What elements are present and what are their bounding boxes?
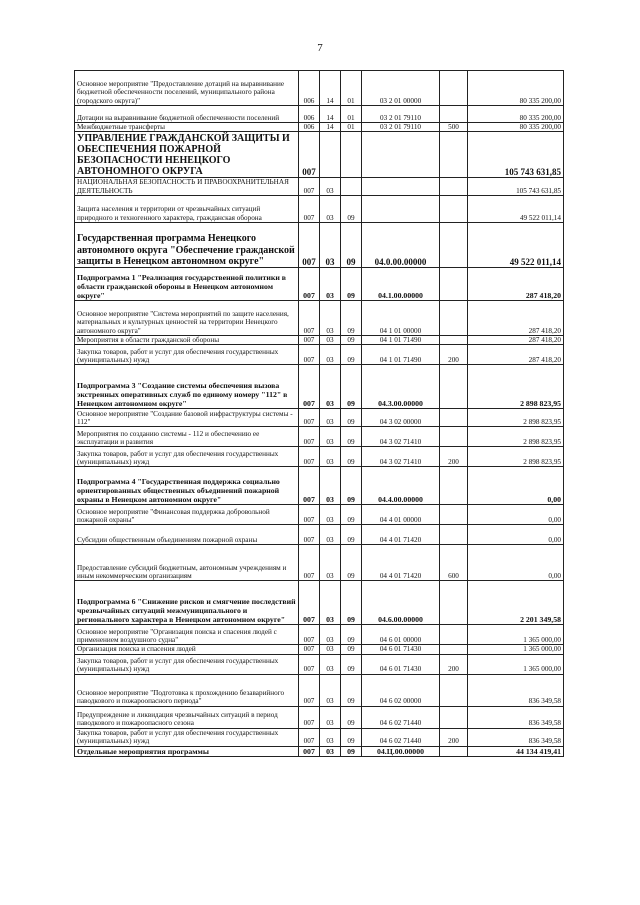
grbs-cell: 007 bbox=[299, 746, 320, 756]
amount-cell: 80 335 200,00 bbox=[468, 106, 564, 123]
expense-type-cell: 200 bbox=[440, 728, 468, 746]
section-cell: 03 bbox=[320, 505, 341, 525]
target-article-cell: 04 6 01 71430 bbox=[362, 654, 440, 674]
section-cell: 03 bbox=[320, 545, 341, 581]
subsection-cell: 09 bbox=[341, 223, 362, 268]
target-article-cell: 03 2 01 79110 bbox=[362, 106, 440, 123]
table-row bbox=[75, 365, 564, 409]
table-row bbox=[75, 178, 564, 196]
amount-cell: 836 349,58 bbox=[468, 728, 564, 746]
table-row bbox=[75, 625, 564, 645]
expense-type-cell bbox=[440, 71, 468, 106]
table-row bbox=[75, 223, 564, 268]
subsection-cell: 09 bbox=[341, 447, 362, 467]
section-cell: 03 bbox=[320, 746, 341, 756]
amount-cell: 80 335 200,00 bbox=[468, 71, 564, 106]
target-article-cell: 04 1 01 00000 bbox=[362, 301, 440, 336]
subsection-cell: 09 bbox=[341, 746, 362, 756]
amount-cell: 2 201 349,58 bbox=[468, 581, 564, 625]
amount-cell: 287 418,20 bbox=[468, 301, 564, 336]
table-row bbox=[75, 467, 564, 505]
subsection-cell: 09 bbox=[341, 525, 362, 545]
section-cell: 03 bbox=[320, 447, 341, 467]
target-article-cell: 04 3 02 00000 bbox=[362, 409, 440, 427]
row-name-cell: Организация поиска и спасения людей bbox=[75, 645, 299, 654]
row-name-cell: Закупка товаров, работ и услуг для обеспечения государственных (муниципальных) нужд bbox=[75, 654, 299, 674]
row-name-cell: Подпрограмма 1 "Реализация государственной политики в области гражданской обороны в Ненецком автономном округе" bbox=[75, 268, 299, 301]
target-article-cell: 04 4 01 00000 bbox=[362, 505, 440, 525]
target-article-cell: 04.3.00.00000 bbox=[362, 365, 440, 409]
section-cell: 03 bbox=[320, 196, 341, 223]
subsection-cell: 09 bbox=[341, 409, 362, 427]
table-row bbox=[75, 525, 564, 545]
subsection-cell: 01 bbox=[341, 123, 362, 132]
target-article-cell: 04 3 02 71410 bbox=[362, 447, 440, 467]
target-article-cell: 04.4.00.00000 bbox=[362, 467, 440, 505]
amount-cell: 2 898 823,95 bbox=[468, 409, 564, 427]
subsection-cell: 09 bbox=[341, 581, 362, 625]
grbs-cell: 006 bbox=[299, 123, 320, 132]
amount-cell: 105 743 631,85 bbox=[468, 178, 564, 196]
subsection-cell: 09 bbox=[341, 196, 362, 223]
target-article-cell: 04 6 02 00000 bbox=[362, 674, 440, 706]
expense-type-cell: 500 bbox=[440, 123, 468, 132]
row-name-cell: Закупка товаров, работ и услуг для обеспечения государственных (муниципальных) нужд bbox=[75, 447, 299, 467]
table-row bbox=[75, 123, 564, 132]
grbs-cell: 007 bbox=[299, 545, 320, 581]
subsection-cell: 09 bbox=[341, 625, 362, 645]
row-name-cell: Основное мероприятие "Создание базовой инфраструктуры системы - 112" bbox=[75, 409, 299, 427]
expense-type-cell bbox=[440, 706, 468, 728]
subsection-cell: 09 bbox=[341, 336, 362, 345]
amount-cell: 287 418,20 bbox=[468, 345, 564, 365]
amount-cell: 1 365 000,00 bbox=[468, 654, 564, 674]
section-cell: 03 bbox=[320, 728, 341, 746]
grbs-cell: 007 bbox=[299, 301, 320, 336]
table-row bbox=[75, 746, 564, 756]
section-cell: 03 bbox=[320, 706, 341, 728]
target-article-cell: 03 2 01 79110 bbox=[362, 123, 440, 132]
table-row bbox=[75, 71, 564, 106]
row-name-cell: НАЦИОНАЛЬНАЯ БЕЗОПАСНОСТЬ И ПРАВООХРАНИТЕЛЬНАЯ ДЕЯТЕЛЬНОСТЬ bbox=[75, 178, 299, 196]
table-row bbox=[75, 505, 564, 525]
target-article-cell: 03 2 01 00000 bbox=[362, 71, 440, 106]
target-article-cell bbox=[362, 132, 440, 178]
subsection-cell: 09 bbox=[341, 268, 362, 301]
section-cell: 14 bbox=[320, 106, 341, 123]
subsection-cell: 09 bbox=[341, 505, 362, 525]
section-cell: 03 bbox=[320, 654, 341, 674]
section-cell: 03 bbox=[320, 301, 341, 336]
target-article-cell: 04 3 02 71410 bbox=[362, 427, 440, 447]
grbs-cell: 007 bbox=[299, 625, 320, 645]
table-row bbox=[75, 545, 564, 581]
section-cell: 03 bbox=[320, 625, 341, 645]
grbs-cell: 007 bbox=[299, 581, 320, 625]
grbs-cell: 007 bbox=[299, 365, 320, 409]
target-article-cell: 04 6 02 71440 bbox=[362, 706, 440, 728]
row-name-cell: Подпрограмма 6 "Снижение рисков и смягчение последствий чрезвычайных ситуаций межмуниципального и регионального характера в Ненецком автономном округе" bbox=[75, 581, 299, 625]
amount-cell: 0,00 bbox=[468, 505, 564, 525]
target-article-cell: 04 1 01 71490 bbox=[362, 345, 440, 365]
expense-type-cell: 600 bbox=[440, 545, 468, 581]
grbs-cell: 007 bbox=[299, 268, 320, 301]
expense-type-cell bbox=[440, 581, 468, 625]
target-article-cell bbox=[362, 178, 440, 196]
section-cell: 03 bbox=[320, 178, 341, 196]
grbs-cell: 007 bbox=[299, 645, 320, 654]
row-name-cell: Подпрограмма 3 "Создание системы обеспечения вызова экстренных оперативных служб по единому номеру "112" в Ненецком автономном округе" bbox=[75, 365, 299, 409]
amount-cell: 0,00 bbox=[468, 467, 564, 505]
expense-type-cell bbox=[440, 625, 468, 645]
grbs-cell: 007 bbox=[299, 178, 320, 196]
grbs-cell: 006 bbox=[299, 71, 320, 106]
amount-cell: 44 134 419,41 bbox=[468, 746, 564, 756]
row-name-cell: Дотации на выравнивание бюджетной обеспеченности поселений bbox=[75, 106, 299, 123]
table-row bbox=[75, 728, 564, 746]
amount-cell: 105 743 631,85 bbox=[468, 132, 564, 178]
row-name-cell: Закупка товаров, работ и услуг для обеспечения государственных (муниципальных) нужд bbox=[75, 345, 299, 365]
section-cell: 03 bbox=[320, 674, 341, 706]
subsection-cell: 01 bbox=[341, 71, 362, 106]
section-cell: 03 bbox=[320, 365, 341, 409]
amount-cell: 1 365 000,00 bbox=[468, 645, 564, 654]
subsection-cell: 09 bbox=[341, 345, 362, 365]
amount-cell: 49 522 011,14 bbox=[468, 223, 564, 268]
row-name-cell: Государственная программа Ненецкого автономного округа "Обеспечение гражданской защиты в Ненецком автономном округе" bbox=[75, 223, 299, 268]
target-article-cell: 04.Ц.00.00000 bbox=[362, 746, 440, 756]
subsection-cell bbox=[341, 132, 362, 178]
budget-table bbox=[74, 70, 564, 757]
grbs-cell: 007 bbox=[299, 505, 320, 525]
amount-cell: 49 522 011,14 bbox=[468, 196, 564, 223]
row-name-cell: Основное мероприятие "Подготовка к прохождению безаварийного паводкового и пожароопасного периода" bbox=[75, 674, 299, 706]
row-name-cell: Защита населения и территории от чрезвычайных ситуаций природного и техногенного характера, гражданская оборона bbox=[75, 196, 299, 223]
target-article-cell: 04 6 01 00000 bbox=[362, 625, 440, 645]
section-cell: 14 bbox=[320, 71, 341, 106]
subsection-cell: 09 bbox=[341, 645, 362, 654]
section-cell: 14 bbox=[320, 123, 341, 132]
target-article-cell: 04 6 02 71440 bbox=[362, 728, 440, 746]
subsection-cell: 09 bbox=[341, 545, 362, 581]
subsection-cell: 09 bbox=[341, 467, 362, 505]
grbs-cell: 007 bbox=[299, 447, 320, 467]
expense-type-cell bbox=[440, 409, 468, 427]
subsection-cell: 09 bbox=[341, 365, 362, 409]
section-cell: 03 bbox=[320, 336, 341, 345]
target-article-cell: 04.6.00.00000 bbox=[362, 581, 440, 625]
amount-cell: 287 418,20 bbox=[468, 268, 564, 301]
row-name-cell: Основное мероприятие "Организация поиска и спасения людей с применением воздушного судна" bbox=[75, 625, 299, 645]
row-name-cell: Основное мероприятие "Финансовая поддержка добровольной пожарной охраны" bbox=[75, 505, 299, 525]
section-cell: 03 bbox=[320, 223, 341, 268]
table-row bbox=[75, 301, 564, 336]
target-article-cell: 04.0.00.00000 bbox=[362, 223, 440, 268]
target-article-cell: 04 6 01 71430 bbox=[362, 645, 440, 654]
amount-cell: 2 898 823,95 bbox=[468, 427, 564, 447]
expense-type-cell bbox=[440, 132, 468, 178]
expense-type-cell bbox=[440, 365, 468, 409]
subsection-cell: 09 bbox=[341, 301, 362, 336]
subsection-cell bbox=[341, 178, 362, 196]
subsection-cell: 09 bbox=[341, 674, 362, 706]
expense-type-cell bbox=[440, 223, 468, 268]
table-row bbox=[75, 345, 564, 365]
table-row bbox=[75, 106, 564, 123]
grbs-cell: 007 bbox=[299, 223, 320, 268]
section-cell: 03 bbox=[320, 268, 341, 301]
amount-cell: 2 898 823,95 bbox=[468, 447, 564, 467]
subsection-cell: 09 bbox=[341, 654, 362, 674]
table-row bbox=[75, 409, 564, 427]
row-name-cell: Субсидии общественным объединениям пожарной охраны bbox=[75, 525, 299, 545]
target-article-cell: 04 4 01 71420 bbox=[362, 545, 440, 581]
expense-type-cell bbox=[440, 178, 468, 196]
row-name-cell: Мероприятия в области гражданской обороны bbox=[75, 336, 299, 345]
amount-cell: 0,00 bbox=[468, 525, 564, 545]
table-row bbox=[75, 447, 564, 467]
grbs-cell: 007 bbox=[299, 728, 320, 746]
grbs-cell: 007 bbox=[299, 654, 320, 674]
amount-cell: 2 898 823,95 bbox=[468, 365, 564, 409]
subsection-cell: 09 bbox=[341, 427, 362, 447]
amount-cell: 287 418,20 bbox=[468, 336, 564, 345]
section-cell: 03 bbox=[320, 467, 341, 505]
grbs-cell: 007 bbox=[299, 336, 320, 345]
grbs-cell: 007 bbox=[299, 674, 320, 706]
amount-cell: 0,00 bbox=[468, 545, 564, 581]
row-name-cell: Основное мероприятие "Предоставление дотаций на выравнивание бюджетной обеспеченности поселений, муниципального района (городского округа)" bbox=[75, 71, 299, 106]
grbs-cell: 007 bbox=[299, 427, 320, 447]
table-row bbox=[75, 706, 564, 728]
section-cell: 03 bbox=[320, 409, 341, 427]
subsection-cell: 01 bbox=[341, 106, 362, 123]
expense-type-cell bbox=[440, 301, 468, 336]
expense-type-cell bbox=[440, 746, 468, 756]
table-row bbox=[75, 581, 564, 625]
expense-type-cell bbox=[440, 525, 468, 545]
expense-type-cell bbox=[440, 505, 468, 525]
amount-cell: 836 349,58 bbox=[468, 706, 564, 728]
row-name-cell: Мероприятия по созданию системы - 112 и обеспечению ее эксплуатации и развития bbox=[75, 427, 299, 447]
table-row bbox=[75, 336, 564, 345]
target-article-cell: 04 1 01 71490 bbox=[362, 336, 440, 345]
subsection-cell: 09 bbox=[341, 706, 362, 728]
table-row bbox=[75, 268, 564, 301]
table-row bbox=[75, 654, 564, 674]
expense-type-cell bbox=[440, 645, 468, 654]
target-article-cell: 04 4 01 71420 bbox=[362, 525, 440, 545]
grbs-cell: 007 bbox=[299, 409, 320, 427]
grbs-cell: 007 bbox=[299, 196, 320, 223]
grbs-cell: 007 bbox=[299, 132, 320, 178]
amount-cell: 80 335 200,00 bbox=[468, 123, 564, 132]
page-number: 7 bbox=[317, 42, 323, 54]
expense-type-cell bbox=[440, 336, 468, 345]
grbs-cell: 007 bbox=[299, 525, 320, 545]
table-row bbox=[75, 674, 564, 706]
expense-type-cell bbox=[440, 467, 468, 505]
section-cell: 03 bbox=[320, 427, 341, 447]
grbs-cell: 007 bbox=[299, 467, 320, 505]
table-row bbox=[75, 196, 564, 223]
row-name-cell: Закупка товаров, работ и услуг для обеспечения государственных (муниципальных) нужд bbox=[75, 728, 299, 746]
grbs-cell: 007 bbox=[299, 706, 320, 728]
grbs-cell: 007 bbox=[299, 345, 320, 365]
expense-type-cell bbox=[440, 106, 468, 123]
expense-type-cell bbox=[440, 427, 468, 447]
section-cell bbox=[320, 132, 341, 178]
row-name-cell: Межбюджетные трансферты bbox=[75, 123, 299, 132]
table-row bbox=[75, 427, 564, 447]
row-name-cell: Предупреждение и ликвидация чрезвычайных ситуаций в период паводкового и пожароопасного сезона bbox=[75, 706, 299, 728]
expense-type-cell bbox=[440, 674, 468, 706]
section-cell: 03 bbox=[320, 525, 341, 545]
grbs-cell: 006 bbox=[299, 106, 320, 123]
amount-cell: 1 365 000,00 bbox=[468, 625, 564, 645]
row-name-cell: Предоставление субсидий бюджетным, автономным учреждениям и иным некоммерческим организациям bbox=[75, 545, 299, 581]
table-row bbox=[75, 132, 564, 178]
row-name-cell: Подпрограмма 4 "Государственная поддержка социально ориентированных общественных объединений пожарной охраны в Ненецком автономном округе" bbox=[75, 467, 299, 505]
target-article-cell: 04.1.00.00000 bbox=[362, 268, 440, 301]
expense-type-cell: 200 bbox=[440, 654, 468, 674]
expense-type-cell: 200 bbox=[440, 345, 468, 365]
row-name-cell: УПРАВЛЕНИЕ ГРАЖДАНСКОЙ ЗАЩИТЫ И ОБЕСПЕЧЕНИЯ ПОЖАРНОЙ БЕЗОПАСНОСТИ НЕНЕЦКОГО АВТОНОМНОГО ОКРУГА bbox=[75, 132, 299, 178]
row-name-cell: Основное мероприятие "Система мероприятий по защите населения, материальных и культурных ценностей на территории Ненецкого автономного округа" bbox=[75, 301, 299, 336]
target-article-cell bbox=[362, 196, 440, 223]
section-cell: 03 bbox=[320, 581, 341, 625]
row-name-cell: Отдельные мероприятия программы bbox=[75, 746, 299, 756]
subsection-cell: 09 bbox=[341, 728, 362, 746]
section-cell: 03 bbox=[320, 345, 341, 365]
section-cell: 03 bbox=[320, 645, 341, 654]
expense-type-cell bbox=[440, 268, 468, 301]
expense-type-cell bbox=[440, 196, 468, 223]
table-row bbox=[75, 645, 564, 654]
expense-type-cell: 200 bbox=[440, 447, 468, 467]
amount-cell: 836 349,58 bbox=[468, 674, 564, 706]
